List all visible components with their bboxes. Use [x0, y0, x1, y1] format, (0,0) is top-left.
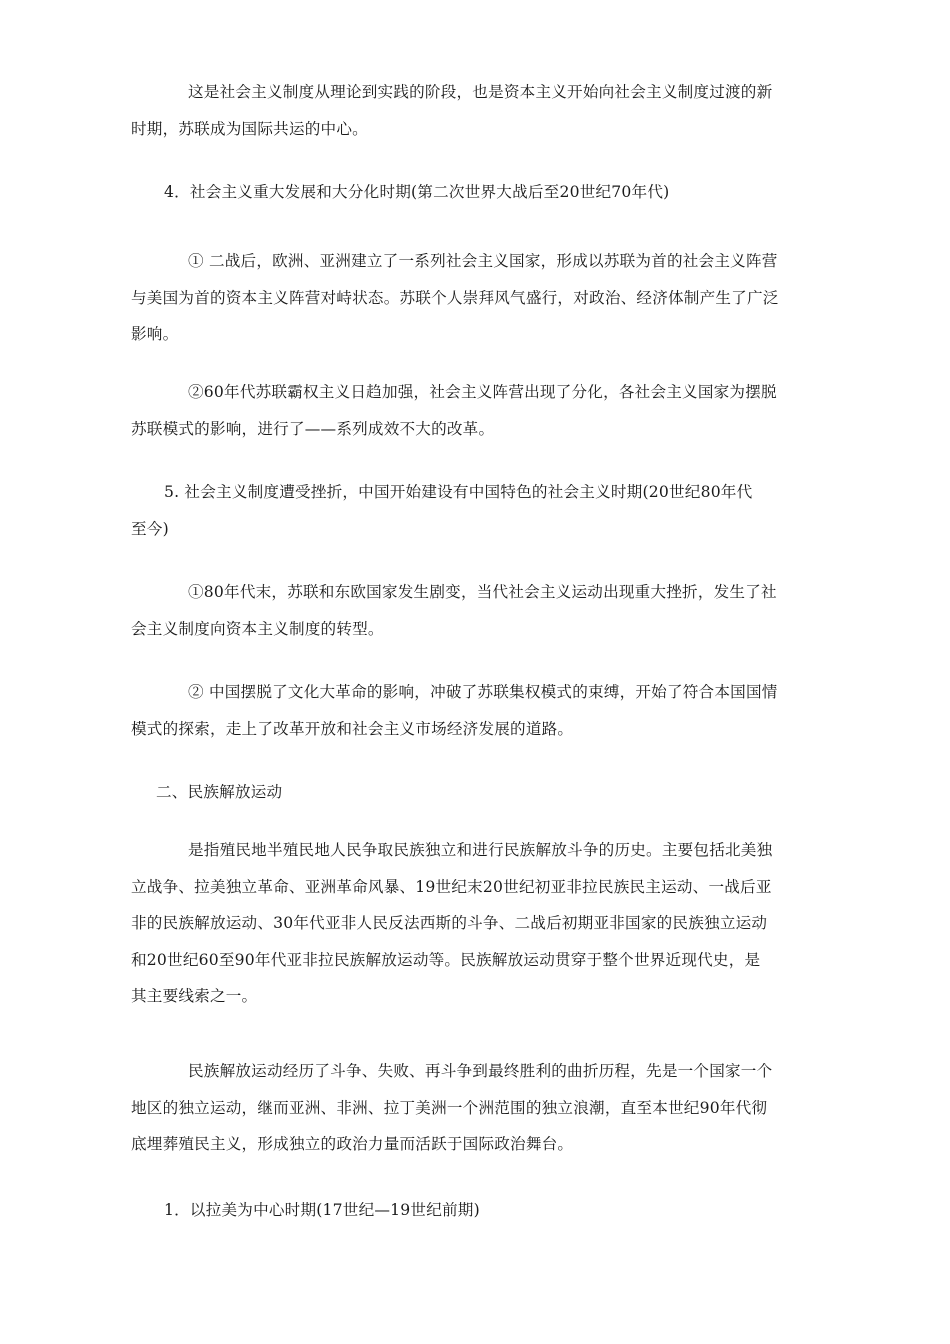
text-line: 1．以拉美为中心时期(17世纪—19世纪前期): [164, 1201, 480, 1219]
paragraph-eighties-upheaval: [131, 574, 819, 647]
paragraph-socialism-practice: [131, 74, 819, 147]
paragraph-china-reform: [131, 674, 819, 747]
text-line: 是指殖民地半殖民地人民争取民族独立和进行民族解放斗争的历史。主要包括北美独: [188, 841, 773, 859]
text-line: 这是社会主义制度从理论到实践的阶段，也是资本主义开始向社会主义制度过渡的新: [188, 83, 773, 101]
text-line: 立战争、拉美独立革命、亚洲革命风暴、19世纪末20世纪初亚非拉民族民主运动、一战后亚: [131, 877, 772, 896]
text-line: 模式的探索，走上了改革开放和社会主义市场经济发展的道路。: [131, 719, 574, 738]
paragraph-liberation-course: [131, 1053, 819, 1163]
text-line: 二、民族解放运动: [156, 783, 283, 801]
paragraph-postwar-camps: [131, 243, 819, 353]
text-line: ②60年代苏联霸权主义日趋加强，社会主义阵营出现了分化，各社会主义国家为摆脱: [188, 383, 777, 401]
heading-section-4: [131, 174, 819, 211]
text-line: 4．社会主义重大发展和大分化时期(第二次世界大战后至20世纪70年代): [164, 183, 670, 201]
text-line: 与美国为首的资本主义阵营对峙状态。苏联个人崇拜风气盛行，对政治、经济体制产生了广泛: [131, 288, 779, 307]
text-line: 至今): [131, 519, 169, 538]
heading-section-5: [131, 474, 819, 547]
text-line: 时期，苏联成为国际共运的中心。: [131, 119, 368, 138]
text-line: 苏联模式的影响，进行了——系列成效不大的改革。: [131, 419, 495, 438]
text-line: 非的民族解放运动、30年代亚非人民反法西斯的斗争、二战后初期亚非国家的民族独立运动: [131, 914, 768, 932]
text-line: ①80年代末，苏联和东欧国家发生剧变，当代社会主义运动出现重大挫折，发生了社: [188, 583, 777, 601]
text-line: 5. 社会主义制度遭受挫折，中国开始建设有中国特色的社会主义时期(20世纪80年代: [164, 483, 753, 501]
text-line: 会主义制度向资本主义制度的转型。: [131, 619, 384, 638]
text-line: 影响。: [131, 325, 179, 343]
text-line: 和20世纪60至90年代亚非拉民族解放运动等。民族解放运动贯穿于整个世界近现代史，是: [131, 950, 761, 969]
text-line: 底埋葬殖民主义，形成独立的政治力量而活跃于国际政治舞台。: [131, 1135, 574, 1153]
text-line: ② 中国摆脱了文化大革命的影响，冲破了苏联集权模式的束缚，开始了符合本国国情: [188, 683, 778, 701]
paragraph-sixties-division: [131, 374, 819, 447]
text-line: 地区的独立运动，继而亚洲、非洲、拉丁美洲一个洲范围的独立浪潮，直至本世纪90年代彻: [131, 1098, 768, 1117]
text-line: 民族解放运动经历了斗争、失败、再斗争到最终胜利的曲折历程，先是一个国家一个: [188, 1062, 773, 1080]
text-line: ① 二战后，欧洲、亚洲建立了一系列社会主义国家，形成以苏联为首的社会主义阵营: [188, 252, 778, 270]
text-line: 其主要线索之一。: [131, 987, 258, 1005]
heading-national-liberation: [131, 774, 819, 811]
heading-latin-america-period: [131, 1192, 819, 1229]
paragraph-liberation-definition: [131, 832, 819, 1015]
